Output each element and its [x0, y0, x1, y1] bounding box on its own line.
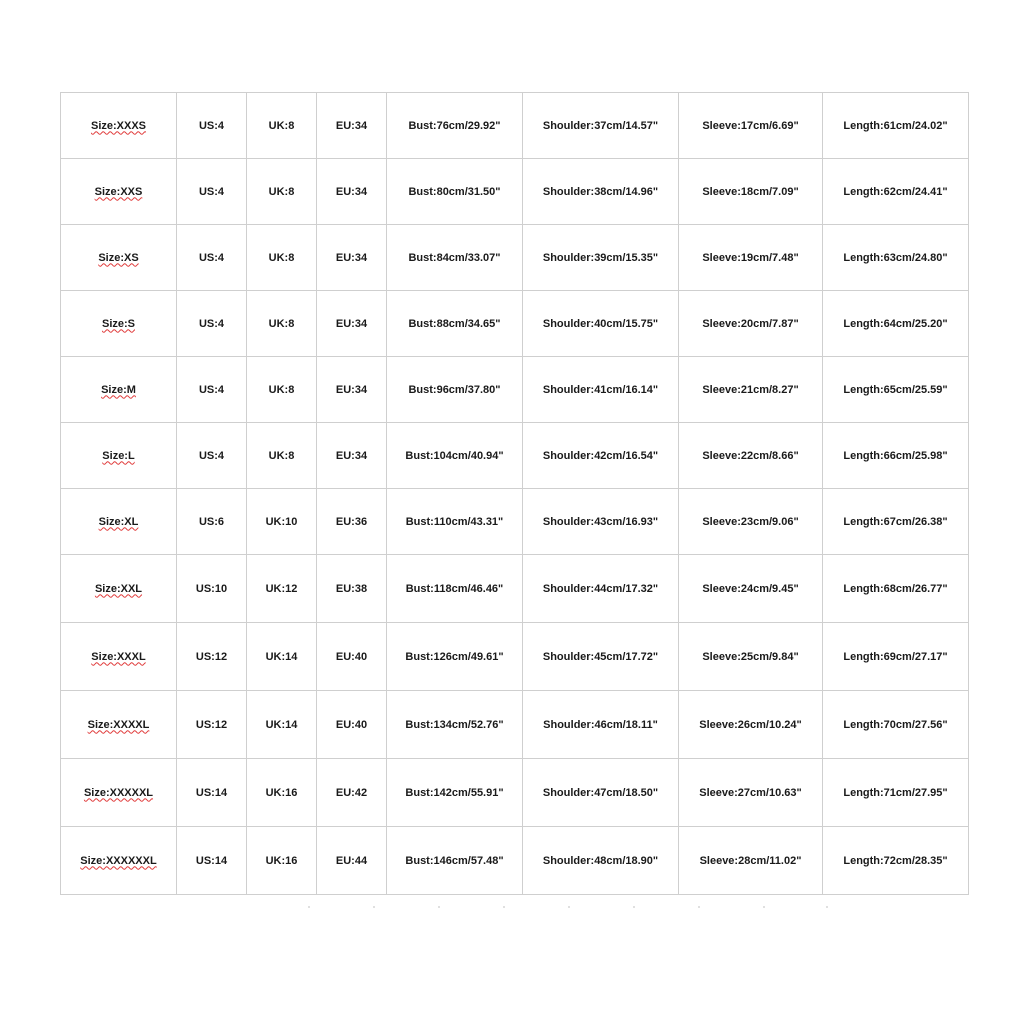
- us-size-cell: US:12: [177, 623, 247, 691]
- shoulder-cell: Shoulder:38cm/14.96": [523, 159, 679, 225]
- table-row: [61, 225, 969, 291]
- size-label: Size:S: [101, 317, 135, 330]
- sleeve-cell: Sleeve:27cm/10.63": [679, 759, 823, 827]
- sleeve-cell: Sleeve:25cm/9.84": [679, 623, 823, 691]
- size-cell: [61, 827, 177, 895]
- size-label: Size:XXS: [94, 185, 143, 198]
- size-label: Size:M: [101, 383, 136, 396]
- uk-size-cell: UK:8: [247, 291, 317, 357]
- us-size-cell: US:14: [177, 827, 247, 895]
- uk-size-cell: UK:14: [247, 623, 317, 691]
- table-row: [61, 291, 969, 357]
- scan-dot: [438, 906, 440, 908]
- bust-cell: Bust:142cm/55.91": [387, 759, 523, 827]
- bust-cell: Bust:84cm/33.07": [387, 225, 523, 291]
- size-chart-body: [61, 93, 969, 895]
- scan-dots: [60, 906, 968, 909]
- sleeve-cell: Sleeve:24cm/9.45": [679, 555, 823, 623]
- size-label: Size:XXXXXXL: [80, 854, 157, 867]
- scan-dot: [763, 906, 765, 908]
- uk-size-cell: UK:10: [247, 489, 317, 555]
- length-cell: Length:71cm/27.95": [823, 759, 969, 827]
- size-cell: [61, 291, 177, 357]
- size-label: Size:XS: [98, 251, 139, 264]
- scan-dot: [568, 906, 570, 908]
- shoulder-cell: Shoulder:41cm/16.14": [523, 357, 679, 423]
- us-size-cell: US:4: [177, 357, 247, 423]
- eu-size-cell: EU:44: [317, 827, 387, 895]
- scan-dot: [308, 906, 310, 908]
- scan-dot: [826, 906, 828, 908]
- size-cell: [61, 489, 177, 555]
- table-row: [61, 423, 969, 489]
- sleeve-cell: Sleeve:26cm/10.24": [679, 691, 823, 759]
- size-label: Size:XXXS: [90, 119, 147, 132]
- shoulder-cell: Shoulder:39cm/15.35": [523, 225, 679, 291]
- bust-cell: Bust:80cm/31.50": [387, 159, 523, 225]
- shoulder-cell: Shoulder:40cm/15.75": [523, 291, 679, 357]
- size-label: Size:XL: [98, 515, 139, 528]
- shoulder-cell: Shoulder:43cm/16.93": [523, 489, 679, 555]
- uk-size-cell: UK:8: [247, 159, 317, 225]
- bust-cell: Bust:134cm/52.76": [387, 691, 523, 759]
- uk-size-cell: UK:8: [247, 423, 317, 489]
- us-size-cell: US:4: [177, 159, 247, 225]
- scan-dot: [503, 906, 505, 908]
- size-label: Size:L: [102, 449, 135, 462]
- length-cell: Length:72cm/28.35": [823, 827, 969, 895]
- bust-cell: Bust:96cm/37.80": [387, 357, 523, 423]
- shoulder-cell: Shoulder:46cm/18.11": [523, 691, 679, 759]
- sleeve-cell: Sleeve:19cm/7.48": [679, 225, 823, 291]
- us-size-cell: US:14: [177, 759, 247, 827]
- uk-size-cell: UK:8: [247, 225, 317, 291]
- table-row: [61, 759, 969, 827]
- size-cell: [61, 357, 177, 423]
- uk-size-cell: UK:8: [247, 93, 317, 159]
- shoulder-cell: Shoulder:44cm/17.32": [523, 555, 679, 623]
- table-row: [61, 159, 969, 225]
- length-cell: Length:69cm/27.17": [823, 623, 969, 691]
- uk-size-cell: UK:12: [247, 555, 317, 623]
- table-row: [61, 691, 969, 759]
- table-row: [61, 489, 969, 555]
- bust-cell: Bust:126cm/49.61": [387, 623, 523, 691]
- us-size-cell: US:4: [177, 423, 247, 489]
- us-size-cell: US:4: [177, 93, 247, 159]
- length-cell: Length:65cm/25.59": [823, 357, 969, 423]
- scan-dot: [633, 906, 635, 908]
- eu-size-cell: EU:40: [317, 623, 387, 691]
- length-cell: Length:66cm/25.98": [823, 423, 969, 489]
- sleeve-cell: Sleeve:28cm/11.02": [679, 827, 823, 895]
- shoulder-cell: Shoulder:37cm/14.57": [523, 93, 679, 159]
- eu-size-cell: EU:34: [317, 357, 387, 423]
- sleeve-cell: Sleeve:21cm/8.27": [679, 357, 823, 423]
- scan-dot: [698, 906, 700, 908]
- us-size-cell: US:4: [177, 291, 247, 357]
- eu-size-cell: EU:40: [317, 691, 387, 759]
- table-row: [61, 827, 969, 895]
- size-label: Size:XXL: [94, 582, 143, 595]
- length-cell: Length:70cm/27.56": [823, 691, 969, 759]
- sleeve-cell: Sleeve:23cm/9.06": [679, 489, 823, 555]
- size-label: Size:XXXL: [91, 650, 146, 663]
- eu-size-cell: EU:34: [317, 225, 387, 291]
- shoulder-cell: Shoulder:48cm/18.90": [523, 827, 679, 895]
- bust-cell: Bust:88cm/34.65": [387, 291, 523, 357]
- size-label: Size:XXXXXL: [83, 786, 154, 799]
- table-row: [61, 623, 969, 691]
- bust-cell: Bust:110cm/43.31": [387, 489, 523, 555]
- bust-cell: Bust:104cm/40.94": [387, 423, 523, 489]
- us-size-cell: US:4: [177, 225, 247, 291]
- length-cell: Length:68cm/26.77": [823, 555, 969, 623]
- eu-size-cell: EU:34: [317, 291, 387, 357]
- length-cell: Length:63cm/24.80": [823, 225, 969, 291]
- uk-size-cell: UK:16: [247, 759, 317, 827]
- uk-size-cell: UK:16: [247, 827, 317, 895]
- bust-cell: Bust:118cm/46.46": [387, 555, 523, 623]
- sleeve-cell: Sleeve:22cm/8.66": [679, 423, 823, 489]
- us-size-cell: US:12: [177, 691, 247, 759]
- table-row: [61, 555, 969, 623]
- eu-size-cell: EU:42: [317, 759, 387, 827]
- us-size-cell: US:10: [177, 555, 247, 623]
- size-cell: [61, 555, 177, 623]
- size-cell: [61, 423, 177, 489]
- uk-size-cell: UK:14: [247, 691, 317, 759]
- eu-size-cell: EU:34: [317, 423, 387, 489]
- shoulder-cell: Shoulder:47cm/18.50": [523, 759, 679, 827]
- eu-size-cell: EU:36: [317, 489, 387, 555]
- size-label: Size:XXXXL: [87, 718, 150, 731]
- bust-cell: Bust:76cm/29.92": [387, 93, 523, 159]
- length-cell: Length:64cm/25.20": [823, 291, 969, 357]
- size-cell: [61, 759, 177, 827]
- scan-dot: [373, 906, 375, 908]
- size-cell: [61, 159, 177, 225]
- uk-size-cell: UK:8: [247, 357, 317, 423]
- shoulder-cell: Shoulder:42cm/16.54": [523, 423, 679, 489]
- us-size-cell: US:6: [177, 489, 247, 555]
- sleeve-cell: Sleeve:17cm/6.69": [679, 93, 823, 159]
- bust-cell: Bust:146cm/57.48": [387, 827, 523, 895]
- eu-size-cell: EU:34: [317, 93, 387, 159]
- table-row: [61, 357, 969, 423]
- length-cell: Length:61cm/24.02": [823, 93, 969, 159]
- sleeve-cell: Sleeve:18cm/7.09": [679, 159, 823, 225]
- eu-size-cell: EU:34: [317, 159, 387, 225]
- size-cell: [61, 691, 177, 759]
- length-cell: Length:67cm/26.38": [823, 489, 969, 555]
- size-cell: [61, 225, 177, 291]
- shoulder-cell: Shoulder:45cm/17.72": [523, 623, 679, 691]
- size-cell: [61, 623, 177, 691]
- size-chart-table: [60, 92, 969, 895]
- sleeve-cell: Sleeve:20cm/7.87": [679, 291, 823, 357]
- size-cell: [61, 93, 177, 159]
- table-row: [61, 93, 969, 159]
- length-cell: Length:62cm/24.41": [823, 159, 969, 225]
- eu-size-cell: EU:38: [317, 555, 387, 623]
